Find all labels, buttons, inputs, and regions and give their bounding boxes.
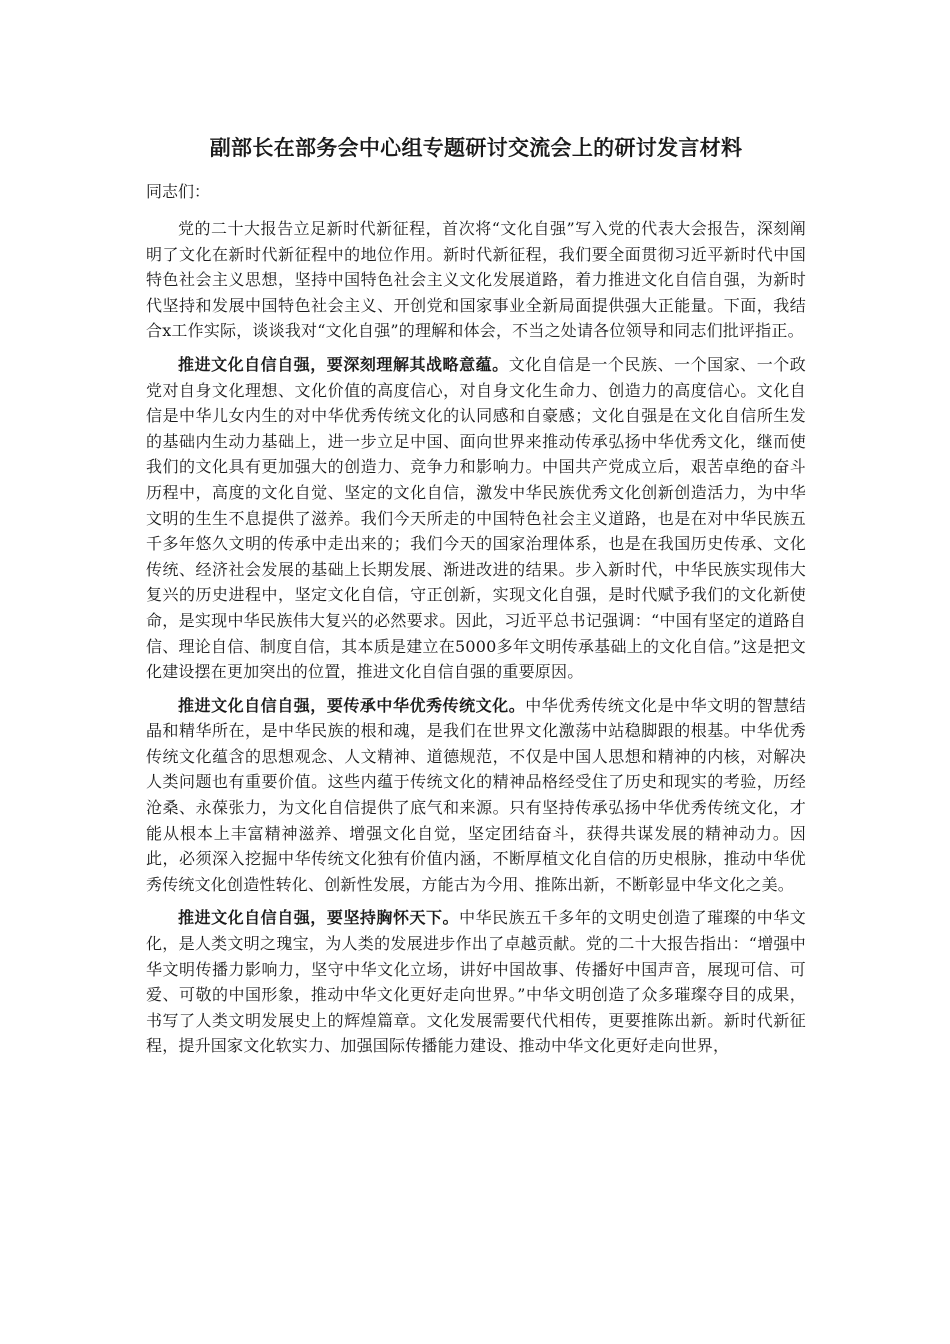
intro-paragraph: 党的二十大报告立足新时代新征程，首次将“文化自强”写入党的代表大会报告，深刻阐明了文化在新时代新征程中的地位作用。新时代新征程，我们要全面贯彻习近平新时代中国特色社会主义思想，坚持中国特色社会主义文化发展道路，着力推进文化自信自强，为新时代坚持和发展中国特色社会主义、开创党和国家事业全新局面提供强大正能量。下面，我结合x工作实际，谈谈我对“文化自强”的理解和体会，不当之处请各位领导和同志们批评指正。 — [146, 219, 806, 341]
section-body-1: 文化自信是一个民族、一个国家、一个政党对自身文化理想、文化价值的高度信心，对自身文化生命力、创造力的高度信心。文化自信是中华儿女内生的对中华优秀传统文化的认同感和自豪感；文化自强是在文化自信所生发的基础内生动力基础上，进一步立足中国、面向世界来推动传承弘扬中华优秀文化，继而使我们的文化具有更加强大的创造力、竞争力和影响力。中国共产党成立后，艰苦卓绝的奋斗历程中，高度的文化自觉、坚定的文化自信，激发中华民族优秀文化创新创造活力，为中华文明的生生不息提供了滋养。我们今天所走的中国特色社会主义道路，也是在对中华民族五千多年悠久文明的传承中走出来的；我们今天的国家治理体系，也是在我国历史传承、文化传统、经济社会发展的基础上长期发展、渐进改进的结果。步入新时代，中华民族实现伟大复兴的历史进程中，坚定文化自信，守正创新，实现文化自强，是时代赋予我们的文化新使命，是实现中华民族伟大复兴的必然要求。因此，习近平总书记强调：“中国有坚定的道路自信、理论自信、制度自信，其本质是建立在5000多年文明传承基础上的文化自信。”这是把文化建设摆在更加突出的位置，推进文化自信自强的重要原因。 — [146, 354, 806, 682]
section-paragraph-1 — [146, 352, 806, 685]
section-lead-2: 推进文化自信自强，要传承中华优秀传统文化。 — [178, 695, 526, 715]
section-body-2: 中华优秀传统文化是中华文明的智慧结晶和精华所在，是中华民族的根和魂，是我们在世界文化激荡中站稳脚跟的根基。中华优秀传统文化蕴含的思想观念、人文精神、道德规范，不仅是中国人思想和精神的内核，对解决人类问题也有重要价值。这些内蕴于传统文化的精神品格经受住了历史和现实的考验，历经沧桑、永葆张力，为文化自信提供了底气和来源。只有坚持传承弘扬中华优秀传统文化，才能从根本上丰富精神滋养、增强文化自觉，坚定团结奋斗，获得共谋发展的精神动力。因此，必须深入挖掘中华传统文化独有价值内涵，不断厚植文化自信的历史根脉，推动中华优秀传统文化创造性转化、创新性发展，方能古为今用、推陈出新，不断彰显中华文化之美。 — [146, 695, 806, 894]
section-lead-3: 推进文化自信自强，要坚持胸怀天下。 — [178, 908, 460, 928]
salutation: 同志们： — [146, 182, 211, 201]
document-page — [146, 130, 806, 1067]
section-body-3: 中华民族五千多年的文明史创造了璀璨的中华文化，是人类文明之瑰宝，为人类的发展进步作出了卓越贡献。党的二十大报告指出：“增强中华文明传播力影响力，坚守中华文化立场，讲好中国故事、传播好中国声音，展现可信、可爱、可敬的中国形象，推动中华文化更好走向世界。”中华文明创造了众多璀璨夺目的成果，书写了人类文明发展史上的辉煌篇章。文化发展需要代代相传，更要推陈出新。新时代新征程，提升国家文化软实力、加强国际传播能力建设、推动中华文化更好走向世界， — [146, 908, 806, 1056]
document-title: 副部长在部务会中心组专题研讨交流会上的研讨发言材料 — [209, 136, 743, 160]
section-paragraph-2 — [146, 693, 806, 898]
section-paragraph-3 — [146, 905, 806, 1059]
section-lead-1: 推进文化自信自强，要深刻理解其战略意蕴。 — [178, 354, 509, 374]
